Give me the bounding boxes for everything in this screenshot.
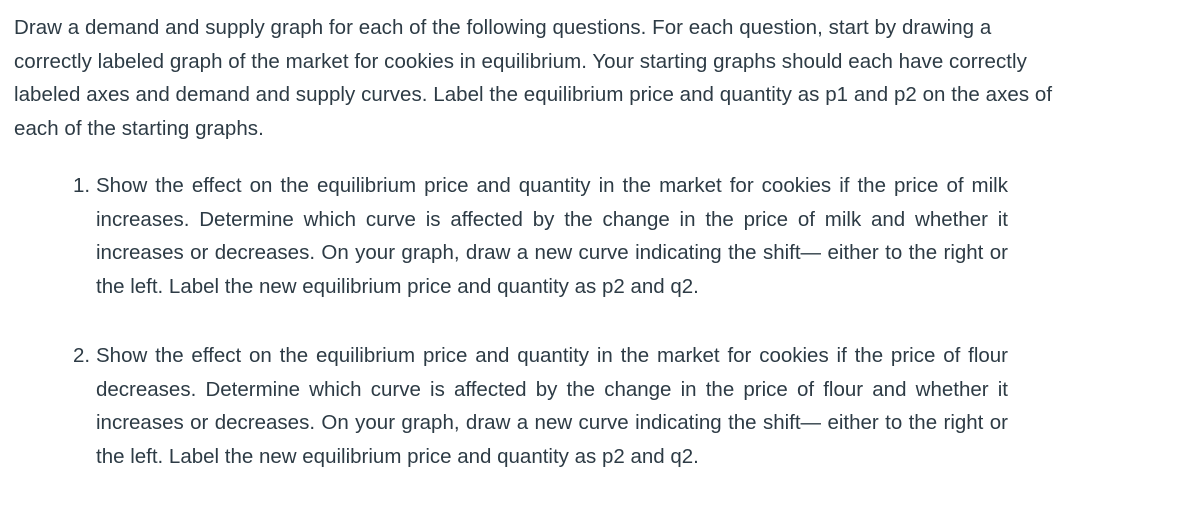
question-item-1 — [14, 169, 1008, 303]
question-list — [14, 169, 1186, 473]
question-number: 2. — [73, 344, 91, 367]
question-item-2 — [14, 339, 1008, 473]
instructions-paragraph: Draw a demand and supply graph for each of the following questions. For each question, start by drawing a correctly labeled graph of the market for cookies in equilibrium. Your starting graphs should each have correctly labeled axes and demand and supply curves. Label the equilibrium price and quantity as p1 and p2 on the axes of each of the starting graphs. — [14, 16, 1053, 140]
question-text: Show the effect on the equilibrium price and quantity in the market for cookies if the price of milk increases. Determine which curve is affected by the change in the price of milk and whether it increases or decreases. On your graph, draw a new curve indicating the shift— either to the right or the left. Label the new equilibrium price and quantity as p2 and q2. — [96, 174, 1008, 298]
question-text: Show the effect on the equilibrium price and quantity in the market for cookies if the price of flour decreases. Determine which curve is affected by the change in the price of flour and whether it increases or decreases. On your graph, draw a new curve indicating the shift— either to the right or the left. Label the new equilibrium price and quantity as p2 and q2. — [96, 344, 1008, 468]
question-number: 1. — [73, 174, 91, 197]
